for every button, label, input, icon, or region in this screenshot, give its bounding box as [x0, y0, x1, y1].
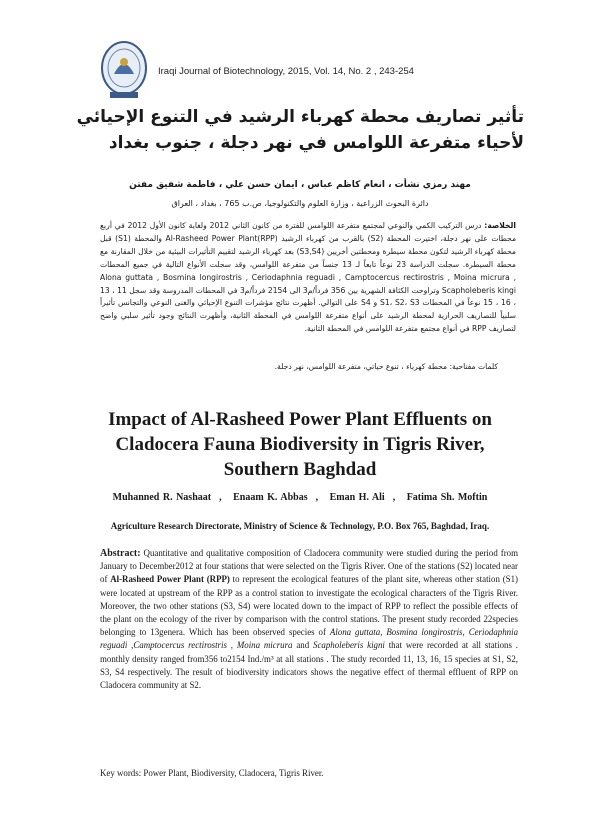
author-name: Muhanned R. Nashaat — [112, 492, 212, 503]
english-title-line: Impact of Al-Rasheed Power Plant Effluents on — [108, 409, 492, 430]
journal-seal-icon — [100, 40, 148, 102]
species-name: Alona guttata — [329, 627, 381, 638]
author-separator: , — [219, 492, 222, 503]
arabic-abstract-label: الخلاصة: — [484, 221, 516, 230]
english-keywords: Key words: Power Plant, Biodiversity, Cladocera, Tigris River. — [100, 768, 324, 778]
abstract-text: Quantitative and qualitative composition of Cladocera community were studied during the period from January to December2012 at four stations that were selected on the Tigris River. One of the stations (S2) located near of — [100, 548, 518, 585]
arabic-keywords: كلمات مفتاحية: محطة كهرباء ، تنوع حياتي، متفرعة اللوامس، نهر دجلة. — [274, 362, 498, 371]
species-name: Ceriodaphnia reguadi — [100, 627, 519, 651]
abstract-text: to represent the ecological features of the plant site, whereas other station (S1) were located at upstream of the RPP as a control station to investigate the ecological characters of the Tigris River. Moreover, the two other stations (S3, S4) were located down to the impact of RPP to reflect the possible effects of the plant on the ecology of the river by comparison with the control stations. The present study recorded 22species belonging to 13genera. Which has been observed species of — [100, 574, 518, 638]
author-name: Enaam K. Abbas — [233, 492, 308, 503]
abstract-label: Abstract: — [100, 548, 141, 559]
arabic-abstract — [100, 220, 516, 356]
author-name: Fatima Sh. Moftin — [406, 492, 488, 503]
author-separator: , — [392, 492, 396, 503]
author-name: Eman H. Ali — [329, 492, 385, 503]
english-affiliation: Agriculture Research Directorate, Ministry of Science & Technology, P.O. Box 765, Baghdad, Iraq. — [110, 521, 490, 531]
english-authors — [0, 492, 600, 503]
abstract-bold-term: Al-Rasheed Power Plant (RPP) — [110, 574, 230, 585]
species-name: Camptocercus rectirostris — [133, 640, 227, 651]
species-name: Bosmina longirostris — [386, 627, 463, 638]
english-title-line: Southern Baghdad — [223, 459, 377, 480]
author-separator: , — [315, 492, 319, 503]
english-abstract: Abstract: Quantitative and qualitative composition of Cladocera community were studied during the period from January to December2012 at four stations that were selected on the Tigris River. One of the stations (S2) located near of Al-Rasheed Power Plant (RPP) to represent the ecological features of the plant site, whereas other station (S1) were located at upstream of the RPP as a control station to investigate the ecological characters of the Tigris River. Moreover, the two other stations (S3, S4) were located down to the impact of RPP to reflect the possible effects of the plant on the ecology of the river by comparison with the control stations. The present study recorded 22species belonging to 13genera. Which has been observed species of Alona guttata, Bosmina longirostris, Ceriodaphnia reguadi ,Camptocercus rectirostris , Moina micrura and Scapholeberis kigni that were recorded at all stations . monthly density ranged from356 to2154 Ind./m³ at all stations . The study recorded 11, 13, 16, 15 species at S1, S2, S3, S4 respectively. The result of biodiversity indicators shows the negative effect of thermal effluent of RPP on Cladocera community at S2. — [100, 548, 519, 691]
arabic-authors: مهند رمزي نشأت ، انعام كاظم عباس ، ايمان حسن علي ، فاطمة شفيق مفتن — [129, 180, 471, 190]
species-name: Moina micrura — [236, 640, 293, 651]
arabic-title: تأثير تصاريف محطة كهرباء الرشيد في التنوع الإحيائي لأحياء متفرعة اللوامس في نهر دجلة ، جنوب بغداد — [76, 107, 524, 153]
species-name: Scapholeberis kigni — [313, 640, 385, 651]
abstract-text: that were recorded at all stations . monthly density ranged from356 to2154 Ind./m³ at all stations . The study recorded 11, 13, 16, 15 species at S1, S2, S3, S4 respectively. The result of biodiversity indicators shows the negative effect of thermal effluent of RPP on Cladocera community at S2. — [100, 640, 519, 691]
english-title-line: Cladocera Fauna Biodiversity in Tigris River, — [115, 434, 485, 455]
arabic-affiliation: دائرة البحوث الزراعية ، وزارة العلوم والتكنولوجيا، ص.ب 765 ، بغداد ، العراق — [171, 199, 429, 208]
english-title — [60, 407, 540, 482]
arabic-abstract-text: درس التركيب الكمي والنوعي لمجتمع متفرعة اللوامس للفترة من كانون الثاني 2012 ولغاية كانون الأول 2012 في أربع محطات على نهر دجلة، اختيرت المحطة (S2) بالقرب من كهرباء الرشيد Al-Rasheed Power Plant(RPP) والمحطة (S1) قبل محطة كهرباء الرشيد لتكون محطة سيطرة ومحطتين أخريين (S3,S4) بعد كهرباء الرشيد لتقييم التأثيرات البيئية من خلال المقارنة مع محطة السيطرة. سجلت الدراسة 23 نوعاً تابعاً لـ 13 جنساً من متفرعة اللوامس، وقد سجلت الأنواع التالية في جميع المحطات Alona guttata , Bosmina longirostris , Ceriodaphnia reguadi , Camptocercus rectirostris , Moina micrura , Scapholeberis kingi وتراوحت الكثافة الشهرية بين 356 فرداً/م3 الى 2154 فرداً/م3 في المحطات المدروسة وقد سجل 11 ، 13 ، 16 ، 15 نوعاً في المحطات S1، S2، S3 و S4 على التوالي. أظهرت نتائج مؤشرات التنوع الإحيائي والغنى النوعي والتجانس تأثيراً سلبياً للتصاريف الحرارية لمحطة الرشيد على أنواع متفرعة اللوامس في المحطة الثانية، وأظهرت النتائج وجود تأثير سلبي واضح لتصاريف RPP في أنواع مجتمع متفرعة اللوامس في المحطة الثانية. — [100, 221, 516, 334]
journal-citation: Iraqi Journal of Biotechnology, 2015, Vol. 14, No. 2 , 243-254 — [158, 66, 414, 77]
